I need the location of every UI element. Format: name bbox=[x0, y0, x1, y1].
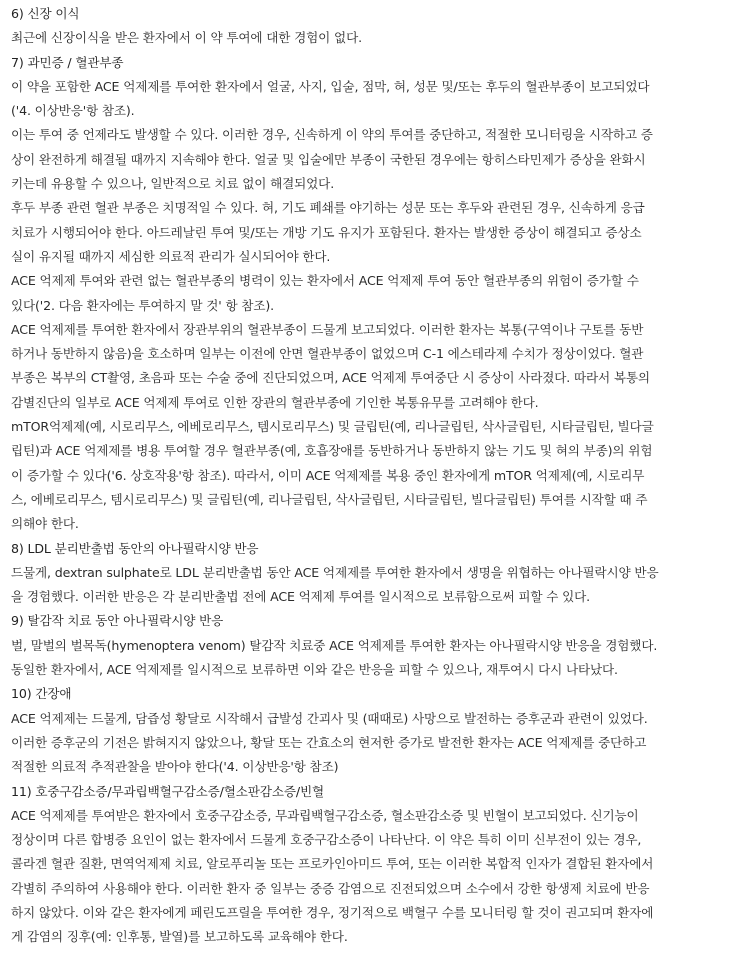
text-line: 후두 부종 관련 혈관 부종은 치명적일 수 있다. 혀, 기도 폐쇄를 야기하는 성문 또는 후두와 관련된 경우, 신속하게 응급 bbox=[11, 200, 645, 216]
text-line: 동일한 환자에서, ACE 억제제를 일시적으로 보류하면 이와 같은 반응을 피할 수 있으나, 재투여시 다시 나타났다. bbox=[11, 662, 618, 678]
text-line: ('4. 이상반응'항 참조). bbox=[11, 103, 135, 119]
text-line: 이 증가할 수 있다('6. 상호작용'항 참조). 따라서, 이미 ACE 억제제를 복용 중인 환자에게 mTOR 억제제(예, 시로리무 bbox=[11, 467, 645, 483]
text-line: ACE 억제제를 투여한 환자에서 장관부위의 혈관부종이 드물게 보고되었다. 이러한 환자는 복통(구역이나 구토를 동반 bbox=[11, 321, 644, 337]
text-line: 상이 완전하게 해결될 때까지 지속해야 한다. 얼굴 및 입술에만 부종이 국한된 경우에는 항히스타민제가 증상을 완화시 bbox=[11, 151, 646, 167]
text-line: 하거나 동반하지 않음)을 호소하며 일부는 이전에 안면 혈관부종이 없었으며 C-1 에스테라제 수치가 정상이었다. 혈관 bbox=[11, 346, 644, 362]
text-line: 립틴)과 ACE 억제제를 병용 투여할 경우 혈관부종(예, 호흡장애를 동반하거나 동반하지 않는 기도 및 혀의 부종)의 위험 bbox=[11, 443, 653, 459]
section-heading-ldl-apheresis: 8) LDL 분리반출법 동안의 아나필락시양 반응 bbox=[11, 540, 259, 556]
text-line: 벌, 말벌의 벌목독(hymenoptera venom) 탈감작 치료중 ACE 억제제를 투여한 환자는 아나필락시양 반응을 경험했다. bbox=[11, 637, 658, 653]
text-line: 콜라겐 혈관 질환, 면역억제제 치료, 알로푸리놀 또는 프로카인아미드 투여, 또는 이러한 복합적 인자가 결합된 환자에서 bbox=[11, 856, 654, 872]
text-line: 적절한 의료적 추적관찰을 받아야 한다('4. 이상반응'항 참조) bbox=[11, 759, 339, 775]
text-line: 각별히 주의하여 사용해야 한다. 이러한 환자 중 일부는 중증 감염으로 진전되었으며 소수에서 강한 항생제 치료에 반응 bbox=[11, 880, 650, 896]
text-line: ACE 억제제 투여와 관련 없는 혈관부종의 병력이 있는 환자에서 ACE 억제제 투여 동안 혈관부종의 위험이 증가할 수 bbox=[11, 273, 639, 289]
text-line: 하지 않았다. 이와 같은 환자에게 페린도프릴을 투여한 경우, 정기적으로 백혈구 수를 모니터링 할 것이 권고되며 환자에 bbox=[11, 904, 654, 920]
text-line: 감별진단의 일부로 ACE 억제제 투여로 인한 장관의 혈관부종에 기인한 복통유무를 고려해야 한다. bbox=[11, 394, 539, 410]
text-line: 게 감염의 징후(예: 인후통, 발열)를 보고하도록 교육해야 한다. bbox=[11, 929, 348, 945]
text-line bbox=[11, 950, 724, 974]
text-line: 부종은 복부의 CT촬영, 초음파 또는 수술 중에 진단되었으며, ACE 억제제 투여중단 시 증상이 사라졌다. 따라서 복통의 bbox=[11, 370, 650, 386]
section-heading-hypersensitivity: 7) 과민증 / 혈관부종 bbox=[11, 54, 124, 70]
section-heading-desensitization: 9) 탈감작 치료 동안 아나필락시양 반응 bbox=[11, 613, 224, 629]
text-line: 의해야 한다. bbox=[11, 516, 79, 532]
section-heading-neutropenia: 11) 호중구감소증/무과립백혈구감소증/혈소판감소증/빈혈 bbox=[11, 783, 324, 799]
text-line: 정상이며 다른 합병증 요인이 없는 환자에서 드물게 호중구감소증이 나타난다. 이 약은 특히 이미 신부전이 있는 경우, bbox=[11, 832, 642, 848]
text-line: 치료가 시행되어야 한다. 아드레날린 투여 및/또는 개방 기도 유지가 포함된다. 환자는 발생한 증상이 해결되고 증상소 bbox=[11, 224, 642, 240]
text-line: 키는데 유용할 수 있으나, 일반적으로 치료 없이 해결되었다. bbox=[11, 176, 335, 192]
text-line: 있다('2. 다음 환자에는 투여하지 말 것' 항 참조). bbox=[11, 297, 274, 313]
section-heading-kidney-transplant: 6) 신장 이식 bbox=[11, 6, 80, 21]
text-line: 스, 에베로리무스, 템시로리무스) 및 글립틴(예, 리나글립틴, 삭사글립틴, 시타글립틴, 빌다글립틴) 투여를 시작할 때 주 bbox=[11, 491, 648, 507]
text-line: 을 경험했다. 이러한 반응은 각 분리반출법 전에 ACE 억제제 투여를 일시적으로 보류함으로써 피할 수 있다. bbox=[11, 589, 590, 605]
text-line: 드물게, dextran sulphate로 LDL 분리반출법 동안 ACE 억제제를 투여한 환자에서 생명을 위협하는 아나필락시양 반응 bbox=[11, 564, 659, 580]
text-line: 이러한 증후군의 기전은 밝혀지지 않았으나, 황달 또는 간효소의 현저한 증가로 발전한 환자는 ACE 억제제를 중단하고 bbox=[11, 734, 647, 750]
text-line: 이는 투여 중 언제라도 발생할 수 있다. 이러한 경우, 신속하게 이 약의 투여를 중단하고, 적절한 모니터링을 시작하고 증 bbox=[11, 127, 653, 143]
text-line: 최근에 신장이식을 받은 환자에서 이 약 투여에 대한 경험이 없다. bbox=[11, 30, 362, 46]
text-line: 이 약을 포함한 ACE 억제제를 투여한 환자에서 얼굴, 사지, 입술, 점막, 혀, 성문 및/또는 후두의 혈관부종이 보고되었다 bbox=[11, 78, 650, 94]
text-line: ACE 억제제는 드물게, 담즙성 황달로 시작해서 급발성 간괴사 및 (때때로) 사망으로 발전하는 증후군과 관련이 있었다. bbox=[11, 710, 648, 726]
text-line: ACE 억제제를 투여받은 환자에서 호중구감소증, 무과립백혈구감소증, 혈소판감소증 및 빈혈이 보고되었다. 신기능이 bbox=[11, 807, 639, 823]
section-heading-hepatic-failure: 10) 간장애 bbox=[11, 686, 72, 702]
text-line: 실이 유지될 때까지 세심한 의료적 관리가 실시되어야 한다. bbox=[11, 248, 331, 264]
text-line: mTOR억제제(예, 시로리무스, 에베로리무스, 템시로리무스) 및 글립틴(예, 리나글립틴, 삭사글립틴, 시타글립틴, 빌다글 bbox=[11, 419, 654, 435]
